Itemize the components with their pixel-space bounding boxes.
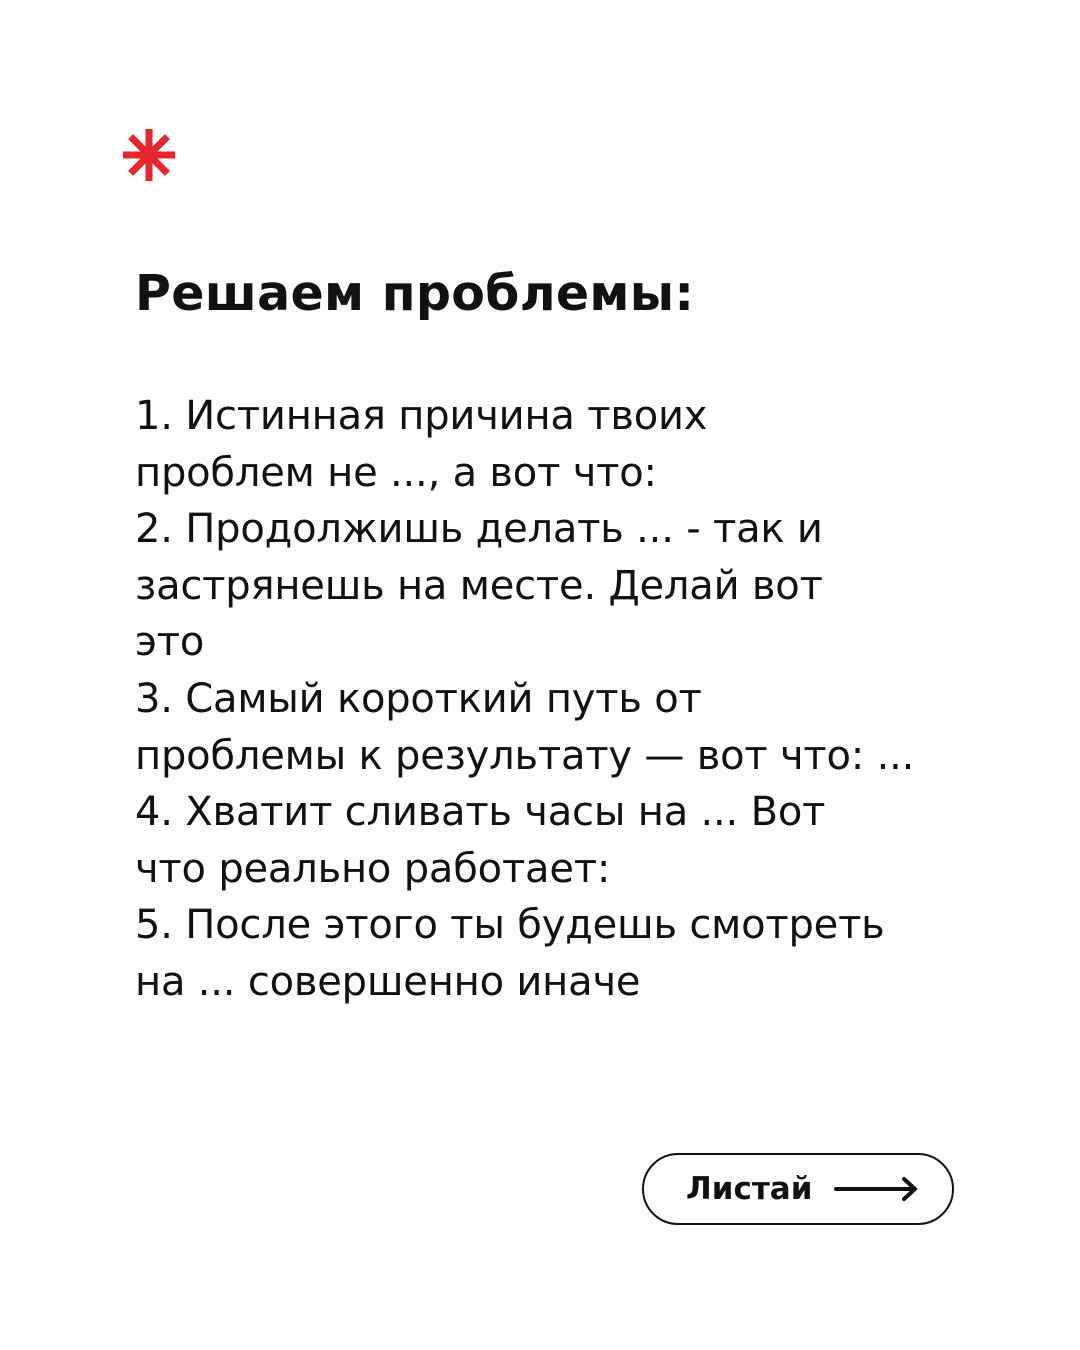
list-line: 3. Самый короткий путь от: [135, 675, 702, 722]
list-line: застрянешь на месте. Делай вот: [135, 562, 823, 609]
list-line: на ... совершенно иначе: [135, 958, 641, 1005]
page-title: Решаем проблемы:: [135, 265, 695, 322]
swipe-button[interactable]: [642, 1153, 954, 1225]
arrow-right-icon: [834, 1176, 920, 1202]
list-line: 2. Продолжишь делать ... - так и: [135, 506, 823, 553]
problem-list: [135, 388, 965, 1011]
list-line: проблемы к результату — вот что: ...: [135, 732, 915, 779]
list-line: что реально работает:: [135, 845, 611, 892]
list-line: 5. После этого ты будешь смотреть: [135, 902, 885, 949]
list-line: 4. Хватит сливать часы на ... Вот: [135, 789, 826, 836]
list-line: это: [135, 619, 205, 666]
swipe-button-label: Листай: [686, 1170, 813, 1207]
asterisk-icon: [120, 126, 178, 184]
list-line: проблем не ..., а вот что:: [135, 449, 657, 496]
list-line: 1. Истинная причина твоих: [135, 393, 708, 439]
